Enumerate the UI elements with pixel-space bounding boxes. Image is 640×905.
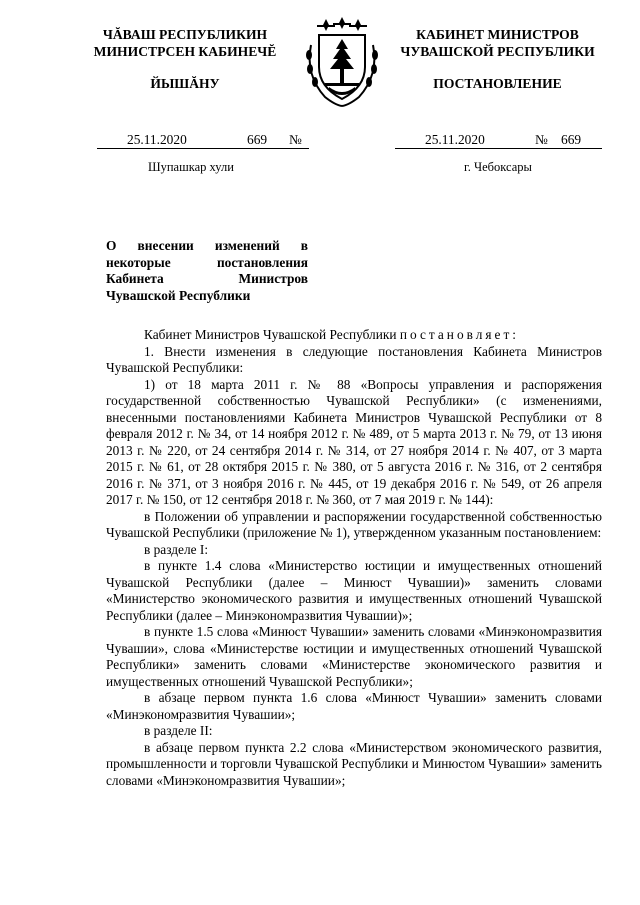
body-paragraph: 1. Внести изменения в следующие постановления Кабинета Министров Чувашской Республики: — [106, 343, 602, 375]
intro-colon: : — [512, 327, 517, 342]
body-paragraph: в разделе II: — [144, 723, 213, 738]
body-paragraph: в пункте 1.4 слова «Министерство юстиции и имущественных отношений Чувашской Республики (далее – Минюст Чувашии)» заменить словами «Министерство экономического развития и имущественных отношений Чувашской Республики (далее – Минэкономразвития Чувашии)»; — [106, 558, 602, 623]
doc-type-russian: ПОСТАНОВЛЕНИЕ — [433, 76, 562, 91]
city-chuvash: Шупашкар хули — [148, 160, 234, 174]
doc-number-value-russian: 669 — [561, 132, 582, 147]
number-underline-russian — [395, 148, 602, 149]
intro-text: Кабинет Министров Чувашской Республики — [144, 327, 400, 342]
header-russian-line2: ЧУВАШСКОЙ РЕСПУБЛИКИ — [400, 44, 595, 59]
body-paragraph: 1) от 18 марта 2011 г. № 88 «Вопросы управления и распоряжения государственной собственностью Чувашской Республики» (с изменениями, внесенными постановлениями Кабинета Министров Чувашской Республики от 8 февраля 2012 г. № 34, от 14 ноября 2012 г. № 489, от 5 марта 2013 г. № 79, от 13 июня 2013 г. № 220, от 24 сентября 2014 г. № 314, от 27 ноября 2014 г. № 407, от 3 марта 2015 г. № 61, от 28 октября 2015 г. № 380, от 5 августа 2016 г. № 316, от 2 сентября 2016 г. № 371, от 3 ноября 2016 г. № 445, от 19 декабря 2016 г. № 549, от 26 апреля 2017 г. № 150, от 12 сентября 2018 г. № 360, от 7 мая 2019 г. № 144): — [106, 376, 602, 507]
body-paragraph: в абзаце первом пункта 2.2 слова «Министерством экономического развития, промышленности и торговли Чувашской Республики и Минюстом Чувашии» заменить словами «Минэкономразвития Чувашии»; — [106, 739, 602, 788]
body-paragraph: в Положении об управлении и распоряжении государственной собственностью Чувашской Республики (приложение № 1), утвержденном указанным постановлением: — [106, 508, 602, 540]
doc-number-value-chuvash: 669 — [247, 132, 268, 147]
document-body — [106, 327, 602, 789]
document-title: О внесении изменений в некоторые постановления Кабинета Министров Чувашской Республики — [106, 238, 308, 303]
header-chuvash-line1: ЧĂВАШ РЕСПУБЛИКИН — [102, 27, 268, 42]
header-chuvash — [70, 26, 300, 92]
doc-date-russian: 25.11.2020 — [425, 132, 485, 147]
body-paragraph: в пункте 1.5 слова «Минюст Чувашии» заменить словами «Минэкономразвития Чувашии», слова «Министерстве юстиции и имущественных отношений Чувашской Республики» заменить словами «Министерстве экономического развития и имущественных отношений Чувашской Республики»; — [106, 624, 602, 689]
header-russian-line1: КАБИНЕТ МИНИСТРОВ — [416, 27, 579, 42]
intro-paragraph — [106, 327, 602, 344]
city-russian: г. Чебоксары — [464, 160, 532, 174]
body-paragraph: в разделе I: — [144, 541, 209, 557]
body-paragraph: в абзаце первом пункта 1.6 слова «Минюст Чувашии» заменить словами «Минэкономразвития Чувашии»; — [106, 690, 602, 722]
number-underline-chuvash — [97, 148, 309, 149]
doc-date-chuvash: 25.11.2020 — [127, 132, 187, 147]
header-chuvash-line2: МИНИСТРСЕН КАБИНЕЧĔ — [93, 44, 277, 59]
doc-type-chuvash: ЙЫШĂНУ — [150, 76, 220, 91]
number-sign-chuvash: № — [289, 132, 302, 147]
header-russian — [380, 26, 615, 92]
number-sign-russian: № — [535, 132, 548, 147]
chuvash-emblem-icon — [297, 15, 387, 110]
intro-spaced-word: постановляет — [399, 327, 513, 342]
